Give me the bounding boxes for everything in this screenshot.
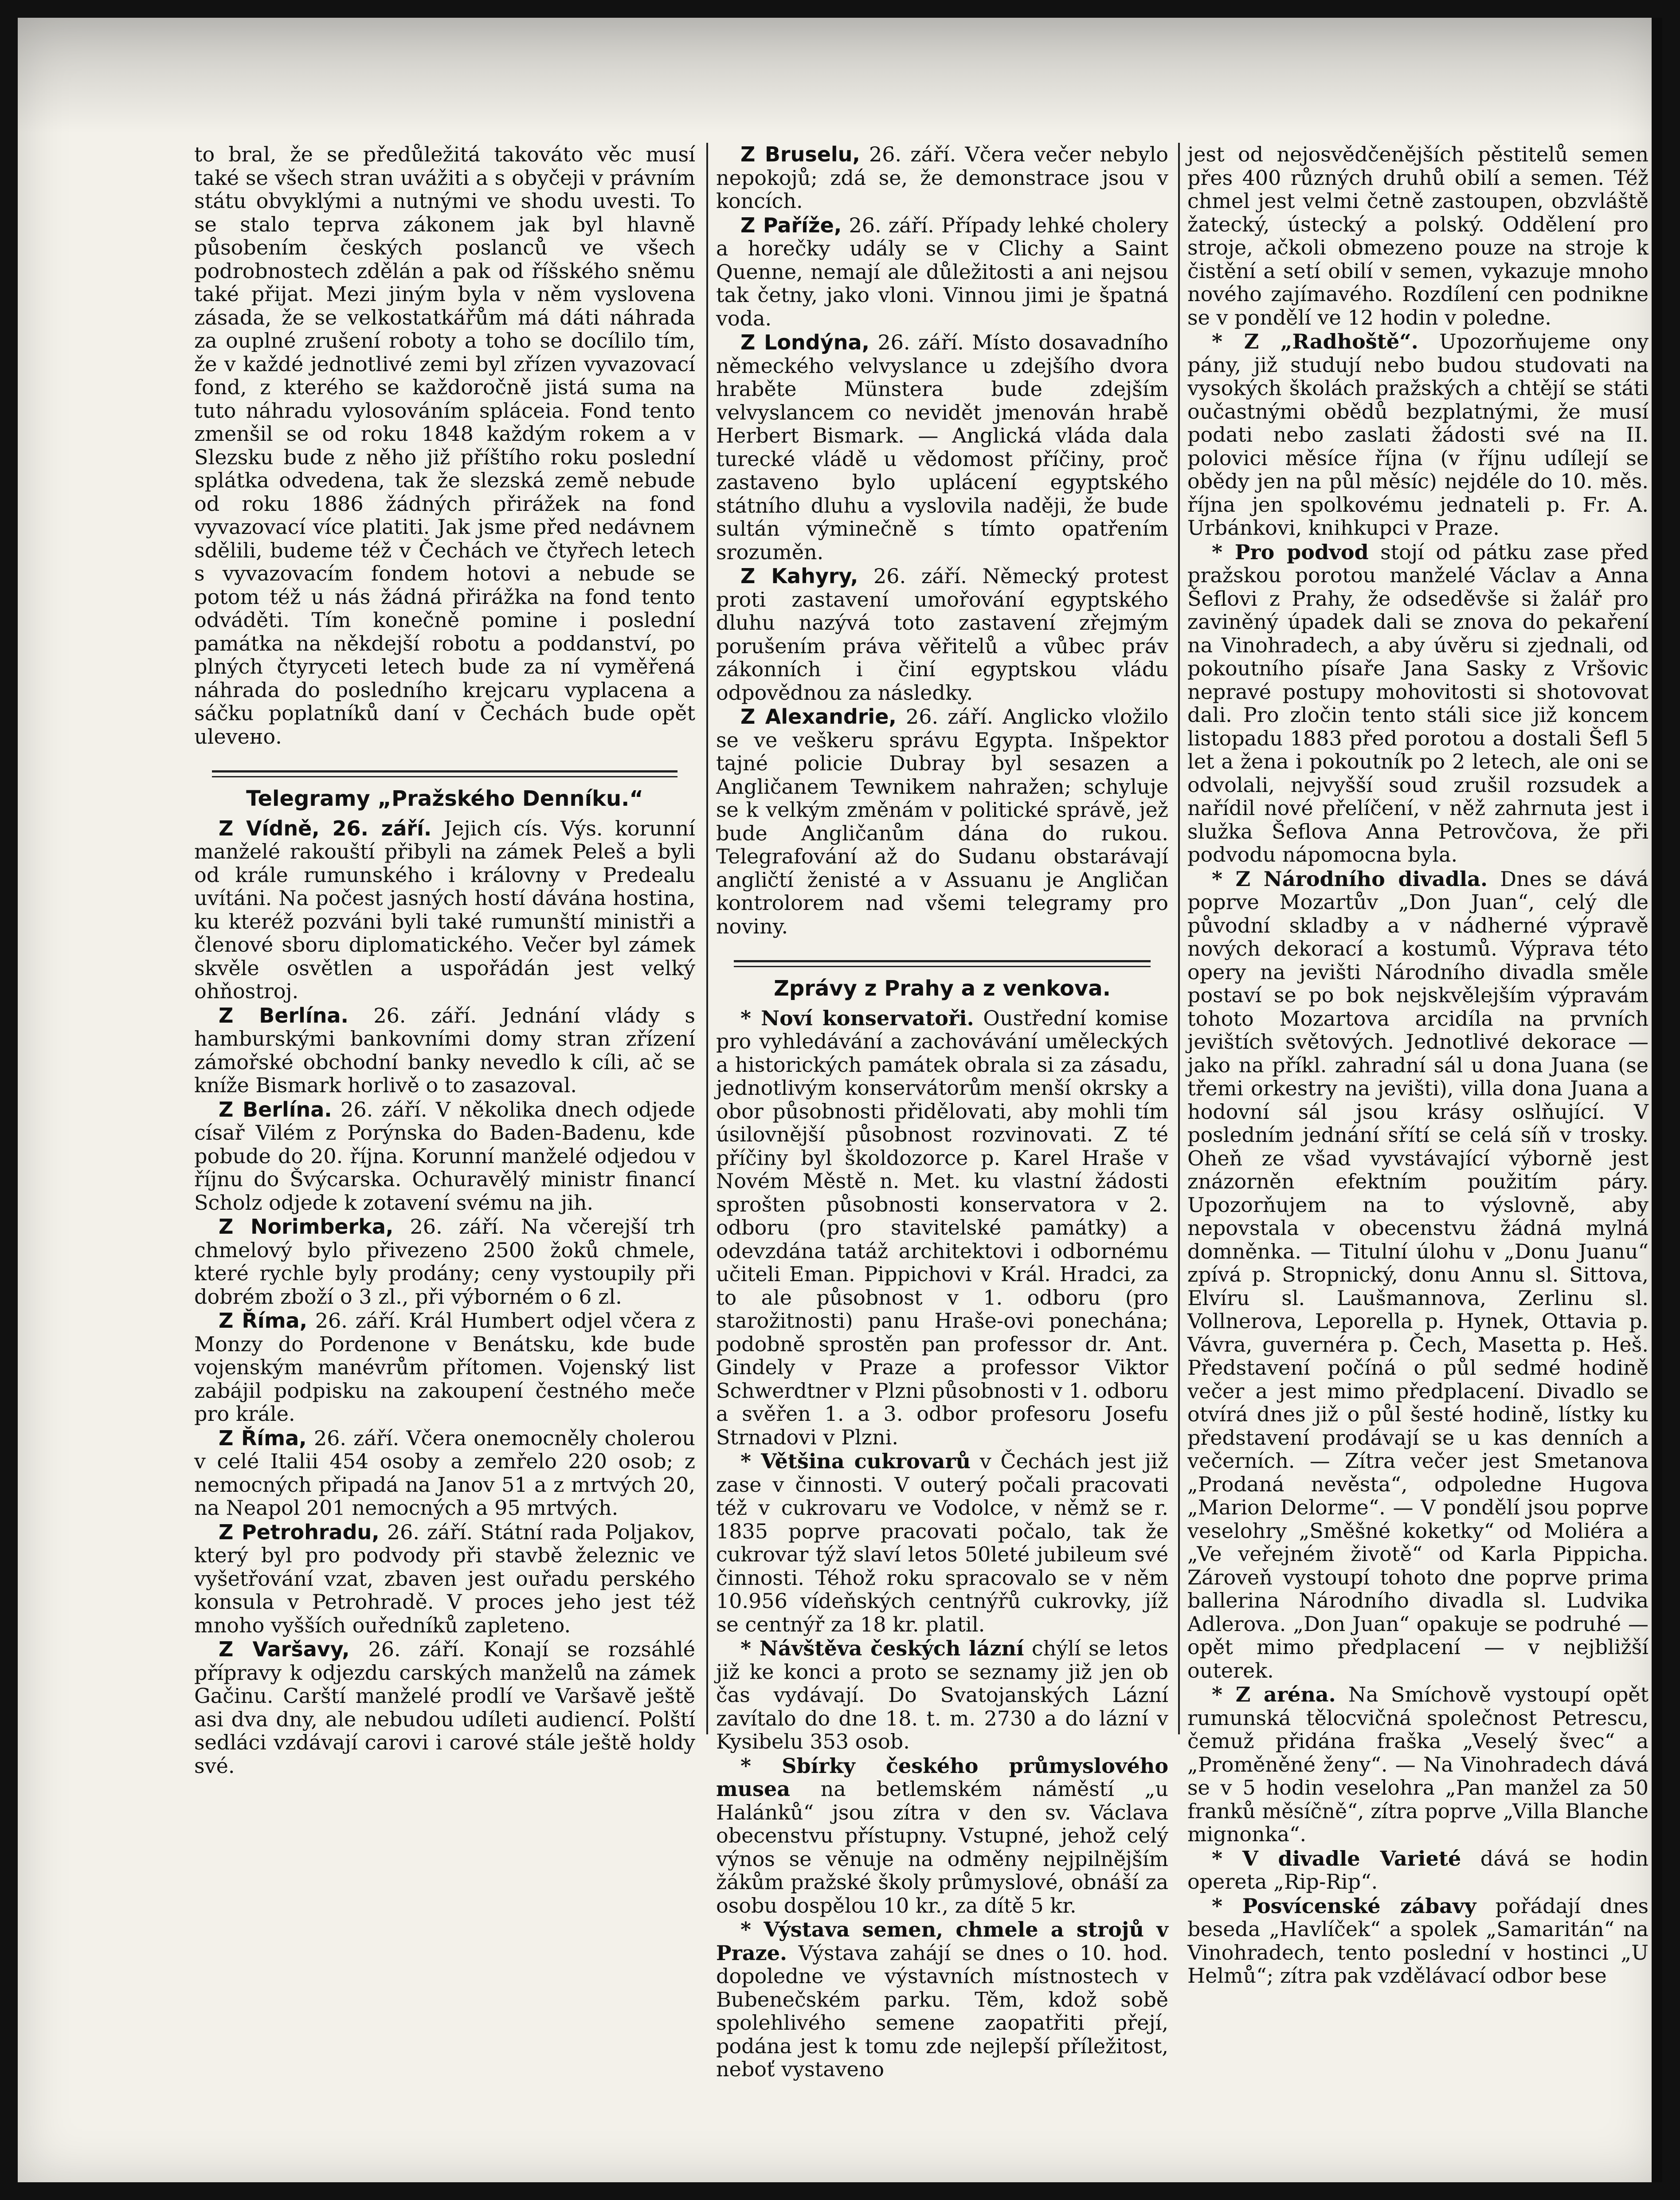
telegram-text: 26. září. V několika dnech odjede císař Vilém z Porýnska do Baden-Badenu, kde pobude do 20. října. Korunní manželé odjedou v říjnu do Švýcarska. Ochuravělý ministr financí Scholz odjede k zotavení svému na jih. xyxy=(194,1097,695,1215)
telegram-dateline: Z Londýna, xyxy=(740,330,869,354)
telegram-dateline: Z Berlína. xyxy=(219,1097,332,1122)
news-text: Oustřední komise pro vyhledávání a zachovávání uměleckých a historických památek obrala si za zásadu, jednotlivým konservátorům menší okrsky a obor působnosti přidělovati, aby mohli tím úsilovnější působnost rozvinovati. Z té příčiny byl školdozorce p. Karel Hraše v Novém Městě n. Met. ku vlastní žádosti sprošten působnosti konservatora v 2. odboru (pro stavitelské památky) a odevzdána tatáž architektovi i odbornému učiteli Eman. Pippichovi v Král. Hradci, za to ale působnost v 1. odboru (pro starožitnosti) panu Hraše-ovi ponechána; podobně sprostěn pan professor dr. Ant. Gindely v Praze a professor Viktor Schwerdtner v Plzni působnosti v 1. odboru a svěřen 1. a 3. odbor profesoru Josefu Strnadovi v Plzni. xyxy=(716,1006,1168,1449)
news-text: v Čechách jest již zase v činnosti. V outerý počali pracovati též v cukrovaru ve Vodolce, v němž se r. 1835 poprve pracovati počalo, tak že cukrovar týž slaví letos 50leté jubileum své činnosti. Téhož roku spracovalo se v něm 10.956 vídeňských centnýřů cukrovky, jíž se centnýř za 18 kr. platil. xyxy=(716,1449,1168,1636)
column-rule xyxy=(1178,143,1180,1734)
news-text: chýlí se letos již ke konci a proto se seznamy již jen ob čas vydávají. Do Svatojanských Lázní zavítalo do dne 18. t. m. 2730 a do lázní v Kysibelu 353 osob. xyxy=(716,1636,1168,1753)
telegram-dateline: Z Paříže, xyxy=(740,213,842,237)
telegram-text: 26. září. Konají se rozsáhlé přípravy k odjezdu carských manželů na zámek Gačinu. Carští manželé prodlí ve Varšavě ještě asi dva dny, ale nebudou udíleti audiencí. Polští sedláci vzdávají carovi i carové stále ještě holdy své. xyxy=(194,1637,695,1778)
page-edge xyxy=(1652,18,1662,2182)
news-lead: * Noví konservatoři. xyxy=(740,1006,974,1030)
news-text: Výstava zahájí se dnes o 10. hod. dopoledne ve výstavních místnostech v Bubenečském parku. Těm, kdož sobě spolehlivého semene zaopatřiti přejí, podána jest k tomu zde nejlepší příležitost, neboť vystaveno xyxy=(716,1941,1168,2081)
news-continuation xyxy=(1187,143,1649,329)
telegram-text: 26. září. Včera onemocněly cholerou v celé Italii 454 osoby a zemřelo 220 osob; z nemocných připadá na Janov 51 a z mrtvých 20, na Neapol 201 nemocných a 95 mrtvých. xyxy=(194,1426,695,1520)
article-continuation xyxy=(194,143,695,748)
telegram xyxy=(194,1521,695,1637)
news-text: pořádají dnes beseda „Havlíček“ a spolek „Samaritán“ na Vinohradech, tento poslední v hostinci „U Helmů“; zítra pak vzdělávací odbor bese xyxy=(1187,1894,1649,1988)
telegram-text: 26. září. Případy lehké cholery a horečky udály se v Clichy a Saint Quenne, nemají ale důležitosti a ani nejsou tak četny, jako vloni. Vinnou jimi je špatná voda. xyxy=(716,213,1169,330)
news-lead: * Výstava semen, chmele a strojů v Praze. xyxy=(716,1918,1168,1965)
telegram-text: Jejich cís. Výs. korunní manželé rakouští přibyli na zámek Peleš a byli od krále rumunského i královny v Predealu uvítáni. Na počest jasných hostí dávána hostina, ku kteréž pozváni byli také rumunští ministři a členové sboru diplomatického. Večer byl zámek skvěle osvětlen a uspořádán jest velký ohňostroj. xyxy=(194,816,695,1003)
section-divider xyxy=(734,960,1151,967)
telegram xyxy=(194,1215,695,1308)
telegrams-heading: Telegramy „Pražského Denníku.“ xyxy=(246,786,643,811)
news-lead: * V divadle Varieté xyxy=(1212,1846,1461,1871)
news-item xyxy=(716,1754,1168,1918)
news-lead: * Sbírky českého průmyslového musea xyxy=(716,1753,1168,1801)
news-text: Upozorňujeme ony pány, již studují nebo budou studovati na vysokých školách pražských a chtějí se státi oučastnými obědů bezplatnými, že musí podati nebo zaslati žádosti své na II. polovici měsíce října (v říjnu udílejí se obědy jen na půl měsíc) nejdéle do 10. měs. října jen spolkovému jednateli p. Fr. A. Urbánkovi, knihkupci v Praze. xyxy=(1187,329,1649,540)
telegram-dateline: Z Petrohradu, xyxy=(219,1520,380,1544)
news-text: stojí od pátku zase před pražskou porotou manželé Václav a Anna Šeflovi z Prahy, že odseděvše si žalář pro zaviněný úpadek dali se znova do pekaření na Vinohradech, a aby úvěru si zjednali, od pokoutního písaře Jana Sasky z Vršovic nepravé postupy mohovitosti si shotovovat dali. Pro zločin tento stáli sice již koncem listopadu 1883 před porotou a dostali Šefl 5 let a žena i pokoutník po 2 letech, ale oni se odvolali, nejvyšší soud zrušil rozsudek a nařídil nové přelíčení, v něž zahrnuta jest i služka Šeflova Anna Petrovčova, že při podvodu nápomocna byla. xyxy=(1187,540,1649,867)
news-item xyxy=(1187,867,1649,1682)
telegram-text: 26. září. Král Humbert odjel včera z Monzy do Pordenone v Benátsku, kde bude vojenským manévrům přítomen. Vojenský list zabájil podpisku na zakoupení čestného meče pro krále. xyxy=(194,1309,695,1426)
news-item xyxy=(716,1450,1168,1636)
news-lead: * Z „Radhoště“. xyxy=(1212,329,1418,353)
column-2 xyxy=(716,142,1169,2081)
news-item xyxy=(716,1007,1168,1449)
telegram-text: 26. září. Anglicko vložilo se ve veškeru správu Egypta. Inšpektor tajné policie Dubray byl sesazen a Angličanem Tewnikem nahražen; schyluje se k velkým změnám v politické správě, jež bude Angličanům dána do rukou. Telegrafování až do Sudanu obstarávají angličtí ženisté a v Assuanu je Angličan kontrolorem nad všemi telegramy pro noviny. xyxy=(716,705,1168,938)
telegram-text: 26. září. Německý protest proti zastavení umořování egyptského dluhu nazývá toto zastavení zřejmým porušením práva věřitelů a vůbec práv zákonních i činí egyptskou vládu odpovědnou za následky. xyxy=(716,564,1168,705)
telegram xyxy=(716,331,1168,564)
news-item xyxy=(1187,541,1649,867)
telegram-text: 26. září. Jednání vlády s hamburskými bankovními domy stran zřízení zámořské obchodní banky nevedlo k cíli, ač se kníže Bismark horlivě o to zasazoval. xyxy=(194,1003,695,1097)
news-item xyxy=(1187,1894,1649,1988)
telegram xyxy=(716,143,1168,213)
local-news-heading: Zprávy z Prahy a z venkova. xyxy=(774,976,1111,1001)
newspaper-page xyxy=(18,18,1662,2182)
telegram xyxy=(194,1309,695,1426)
news-item xyxy=(716,1918,1168,2081)
telegram-dateline: Z Vídně, 26. září. xyxy=(219,816,432,840)
news-text: jest od nejosvědčenějších pěstitelů semen přes 400 různých druhů obilí a semen. Též chmel jest velmi četně zastoupen, obzvláště žatecký, ústecký a polský. Oddělení pro stroje, ačkoli obmezeno pouze na stroje k čistění a setí obilí v semen, vykazuje mnoho nového zajímavého. Rozdílení cen podnikne se v pondělí ve 12 hodin v poledne. xyxy=(1187,142,1649,329)
paragraph-text: to bral, že se předůležitá takováto věc musí také se všech stran uvážiti a s obyčeji v právním státu obvyklými a nutnými ve shodu uvesti. To se stalo teprva zákonem jak byl hlavně působením českých poslanců ve všech podrobnostech zdělán a pak od říšského sněmu také přijat. Mezi jiným byla v něm vyslovena zásada, že se velkostatkářům má dáti náhrada za ouplné zrušení roboty a toho se docílilo tím, že v každé jednotlivé zemi byl zřízen vyvazovací fond, z kterého se každoročně jistá suma na tuto náhradu vylosováním spláceia. Fond tento zmenšil se od roku 1848 každým rokem a v Slezsku bude z něho již příštího roku poslední splátka odvedena, tak že slezská země nebude od roku 1886 žádných přirážek na fond vyvazovací více platiti. Jak jsme před nedávnem sdělili, budeme též v Čechách ve čtyřech letech s vyvazovacím fondem hotovi a nebude se potom též u nás žádná přirážka na fond tento odváděti. Tím konečně pomine i poslední památka na někdejší robotu a poddanství, po plných čtyryceti letech bude za ní vyměřená náhrada do posledního krejcaru vyplacena a sáčku poplatníků daní v Čechách bude opět ulevено. xyxy=(194,142,695,749)
telegram-text: 26. září. Na včerejší trh chmelový bylo přivezeno 2500 žoků chmele, které rychle byly prodány; ceny vystoupily při dobrém zboží o 3 zl., při výborném o 6 zl. xyxy=(194,1215,695,1309)
news-lead: * Většina cukrovarů xyxy=(740,1449,971,1473)
telegram-dateline: Z Kahyry, xyxy=(740,564,858,588)
column-3 xyxy=(1187,142,1649,1988)
telegram-dateline: Z Říma, xyxy=(219,1426,307,1450)
news-text: na betlemském náměstí „u Halánků“ jsou zítra v den sv. Václava obecenstvu přístupny. Vstupné, jehož celý výnos se věnuje na odměny nejpilnějším žákům pražské školy průmyslové, obnáší za osobu dospělou 10 kr., za dítě 5 kr. xyxy=(716,1777,1168,1918)
news-lead: * Z aréna. xyxy=(1212,1682,1336,1706)
telegram xyxy=(194,1427,695,1520)
telegram-text: 26. září. Včera večer nebylo nepokojů; zdá se, že demonstrace jsou v koncích. xyxy=(716,142,1168,213)
news-lead: * Z Národního divadla. xyxy=(1212,867,1488,891)
news-lead: * Pro podvod xyxy=(1212,540,1369,564)
telegram xyxy=(194,1004,695,1097)
page-shadow xyxy=(18,18,1662,133)
news-item xyxy=(1187,330,1649,540)
news-lead: * Návštěva českých lázní xyxy=(740,1636,1024,1660)
news-item xyxy=(716,1637,1168,1753)
telegram-dateline: Z Bruselu, xyxy=(740,142,860,166)
news-text: Na Smíchově vystoupí opět rumunská tělocvičná společnost Petrescu, čemuž přidána fraška „Veselý švec“ a „Proměněné ženy“. — Na Vinohradech dává se v 5 hodin veselohra „Pan manžel za 50 franků měsíčně“, zítra poprve „Villa Blanche mignonka“. xyxy=(1187,1682,1649,1846)
telegram-dateline: Z Alexandrie, xyxy=(740,705,897,729)
news-text: Dnes se dává poprve Mozartův „Don Juan“, celý dle původní skladby a v nádherné výpravě nových dekorací a kostumů. Výprava této opery na jevišti Národního divadla směle postaví se po bok nejskvělejším výpravám tohoto Mozartova arcidíla na prvních jevištích světových. Jednotlivé dekorace — jako na příkl. zahradní sál u dona Juana (se třemi orkestry na jevišti), villa dona Juana a hodovní sál jsou krásy oslňující. V posledním jednání sřítí se celá síň v trosky. Oheň ze všad vyvstávající výborně jest znázorněn efektním použitím páry. Upozorňujem na to výslovně, aby nepovstala v obecenstvu žádná mylná domněnka. — Titulní úlohu v „Donu Juanu“ zpívá p. Stropnický, donu Annu sl. Sittova, Elvíru sl. Laušmannova, Zerlinu sl. Vollnerova, Leporella p. Hynek, Ottavia p. Vávra, guvernéra p. Čech, Masetta p. Heš. Představení počíná o půl sedmé hodině večer a jest mimo předplacení. Divadlo se otvírá dnes již o půl šesté hodině, lístky ku představení prodávají se u kas denních a večerních. — Zítra večer jest Smetanova „Prodaná nevěsta“, odpoledne Hugova „Marion Delorme“. — V pondělí jsou poprve veselohry „Směšné koketky“ od Moliéra a „Ve veřejném životě“ od Karla Pippicha. Zároveň vystoupí tohoto dne poprve prima ballerina Národního divadla sl. Ludvika Adlerova. „Don Juan“ opakuje se podruhé — opět mimo předplacení — v nejbližší outerek. xyxy=(1187,867,1649,1682)
column-1 xyxy=(194,142,696,1778)
telegram-dateline: Z Říma, xyxy=(219,1309,308,1333)
news-item xyxy=(1187,1847,1649,1894)
news-lead: * Posvícenské zábavy xyxy=(1212,1894,1476,1918)
news-item xyxy=(1187,1683,1649,1846)
telegram-dateline: Z Norimberka, xyxy=(219,1215,394,1239)
telegram-text: 26. září. Místo dosavadního německého velvyslance u zdejšího dvora hraběte Münstera bude zdejším velvyslancem co nevidět jmenován hrabě Herbert Bismark. — Anglická vláda dala turecké vládě u vědomost příčiny, proč zastaveno bylo uplácení egyptského státního dluhu a vyslovila naději, že bude sultán výminečně s tímto opatřením srozuměn. xyxy=(716,330,1168,564)
telegram xyxy=(716,565,1168,704)
telegram xyxy=(716,214,1168,330)
telegram-dateline: Z Berlína. xyxy=(219,1003,349,1027)
telegram xyxy=(194,817,695,1003)
column-rule xyxy=(706,143,708,1734)
section-divider xyxy=(212,770,677,777)
telegram xyxy=(194,1638,695,1777)
telegram-dateline: Z Varšavy, xyxy=(219,1637,350,1661)
telegram xyxy=(716,705,1168,938)
news-text: dává se hodin opereta „Rip-Rip“. xyxy=(1187,1846,1649,1894)
telegram xyxy=(194,1098,695,1215)
telegram-text: 26. září. Státní rada Poljakov, který byl pro podvody při stavbě železnic ve vyšetřování vzat, zbaven jest ouřadu perského konsula v Petrohradě. V proces jeho jest též mnoho vyšších ouředníků zapleteno. xyxy=(194,1520,696,1637)
